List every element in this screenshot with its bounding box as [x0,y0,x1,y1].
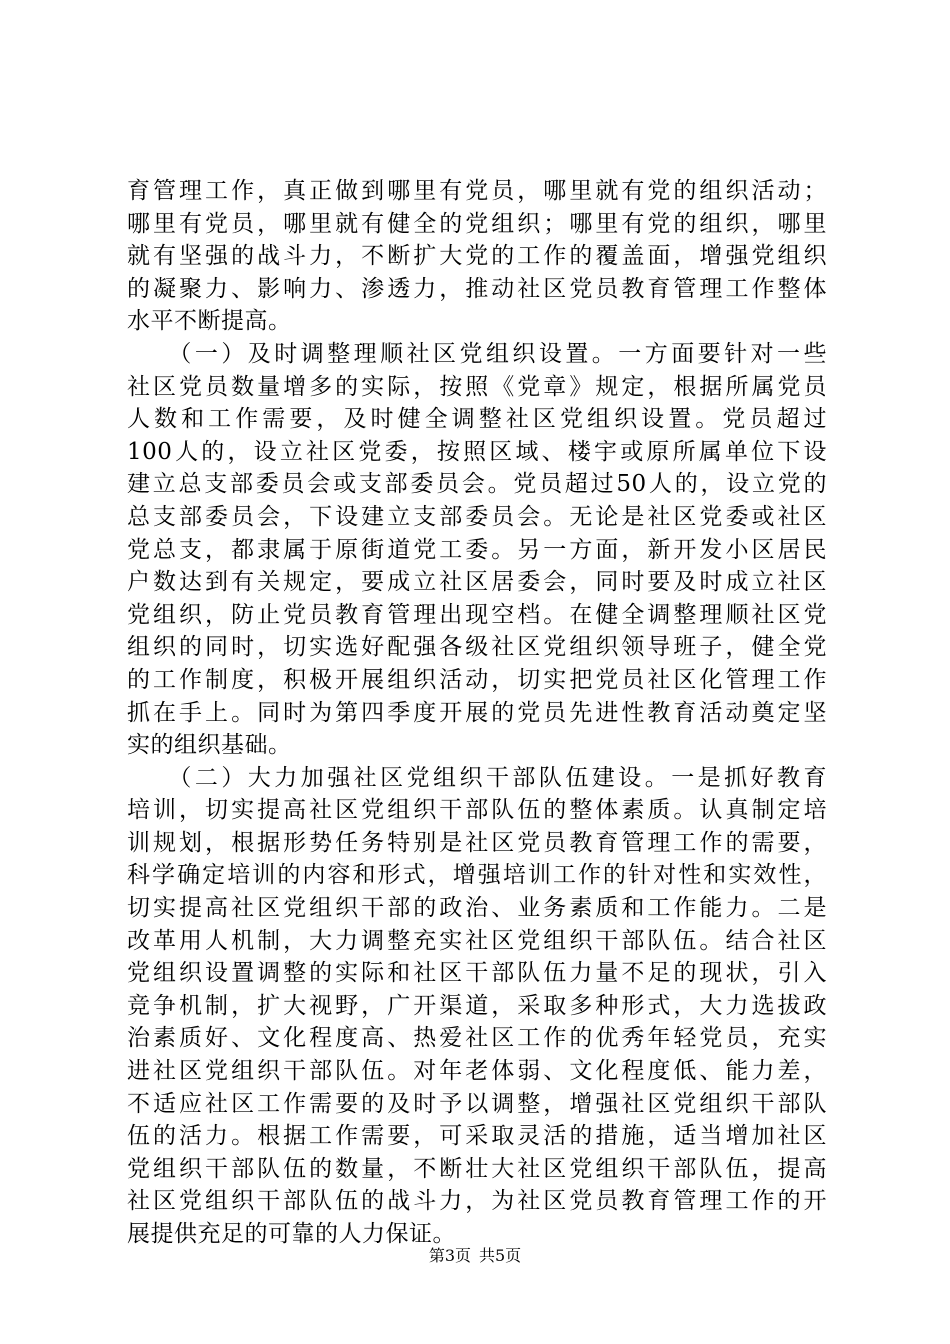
text-line: 展提供充足的可靠的人力保证。 [127,1221,456,1247]
text-line: 育管理工作，真正做到哪里有党员，哪里就有党的组织活动； [127,178,827,204]
text-line: 组织的同时，切实选好配强各级社区党组织领导班子，健全党 [127,634,827,661]
document-body [127,175,827,1251]
page-number: 第3页 [428,1246,471,1265]
paragraph [127,762,827,1251]
text-line: （二）大力加强社区党组织干部队伍建设。一是抓好教育 [127,764,827,791]
text-line: 改革用人机制，大力调整充实社区党组织干部队伍。结合社区 [127,927,827,954]
text-line: 社区党组织干部队伍的战斗力，为社区党员教育管理工作的开 [127,1188,827,1215]
paragraph [127,338,827,762]
text-line: 切实提高社区党组织干部的政治、业务素质和工作能力。二是 [127,895,827,922]
text-line: 进社区党组织干部队伍。对年老体弱、文化程度低、能力差， [127,1058,827,1085]
text-line: 不适应社区工作需要的及时予以调整，增强社区党组织干部队 [127,1090,827,1117]
paragraph [127,175,827,338]
text-line: 户数达到有关规定，要成立社区居委会，同时要及时成立社区 [127,569,827,596]
text-line: 人数和工作需要，及时健全调整社区党组织设置。党员超过 [127,406,827,433]
text-line: 建立总支部委员会或支部委员会。党员超过50人的，设立党的 [127,471,827,498]
text-line: 就有坚强的战斗力，不断扩大党的工作的覆盖面，增强党组织 [127,243,827,270]
text-line: 党组织干部队伍的数量，不断壮大社区党组织干部队伍，提高 [127,1155,827,1182]
text-line: 治素质好、文化程度高、热爱社区工作的优秀年轻党员，充实 [127,1025,827,1052]
text-line: 100人的，设立社区党委，按照区域、楼宇或原所属单位下设 [127,438,827,465]
text-line: 抓在手上。同时为第四季度开展的党员先进性教育活动奠定坚 [127,699,827,726]
text-line: 党组织，防止党员教育管理出现空档。在健全调整理顺社区党 [127,601,827,628]
text-line: 竞争机制，扩大视野，广开渠道，采取多种形式，大力选拔政 [127,992,827,1019]
text-line: 党总支，都隶属于原街道党工委。另一方面，新开发小区居民 [127,536,827,563]
text-line: 伍的活力。根据工作需要，可采取灵活的措施，适当增加社区 [127,1123,827,1150]
text-line: 水平不断提高。 [127,308,292,335]
text-line: （一）及时调整理顺社区党组织设置。一方面要针对一些 [127,340,827,367]
page-footer [0,1245,950,1267]
text-line: 培训，切实提高社区党组织干部队伍的整体素质。认真制定培 [127,797,827,824]
text-line: 社区党员数量增多的实际，按照《党章》规定，根据所属党员 [127,373,827,400]
text-line: 总支部委员会，下设建立支部委员会。无论是社区党委或社区 [127,503,827,530]
page-total: 共5页 [479,1246,522,1265]
text-line: 实的组织基础。 [127,732,292,759]
text-line: 科学确定培训的内容和形式，增强培训工作的针对性和实效性， [127,862,827,889]
text-line: 哪里有党员，哪里就有健全的党组织；哪里有党的组织，哪里 [127,210,827,237]
text-line: 训规划，根据形势任务特别是社区党员教育管理工作的需要， [127,829,827,856]
text-line: 党组织设置调整的实际和社区干部队伍力量不足的现状，引入 [127,960,827,987]
text-line: 的工作制度，积极开展组织活动，切实把党员社区化管理工作 [127,666,827,693]
text-line: 的凝聚力、影响力、渗透力，推动社区党员教育管理工作整体 [127,275,827,302]
